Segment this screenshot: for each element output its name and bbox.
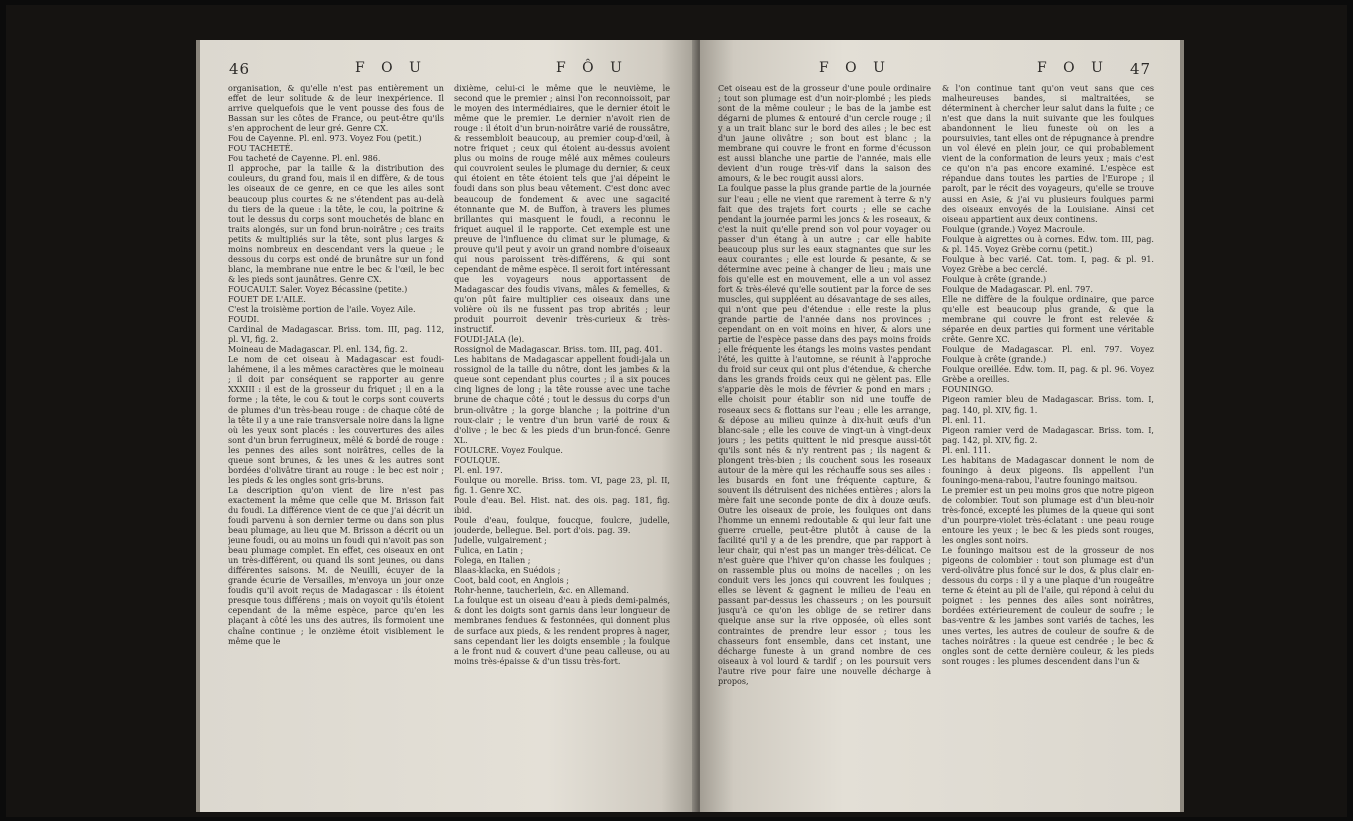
running-head: F Ô U xyxy=(556,60,628,76)
text-column: dixième, celui-ci le même que le neuvième, le second que le premier ; ainsi l'on reconnoissoit, par le moyen des intermédiaires, que le dernier étoit le même que le premier. Le dernier n'avoit rien de rouge : il étoit d'un brun-noirâtre varié de roussâtre, & ressembloit beaucoup, au premier coup-d'œil, à notre friquet ; ceux qui étoient au-dessus avoient plus ou moins de rouge mêlé aux mêmes couleurs qui couvroient seules le plumage du dernier, & ceux qui étoient en tête étoient tels que j'ai dépeint le foudi dans son plus beau vêtement. C'est donc avec beaucoup de fondement & avec une sagacité étonnante que M. de Buffon, à travers les plumes brillantes qui masquent le foudi, a reconnu le friquet auquel il le rapporte. Cet exemple est une preuve de l'influence du climat sur le plumage, & prouve qu'il peut y avoir un grand nombre d'oiseaux qui nous paroissent très-différens, & qui sont cependant de même espèce. Il seroit fort intéressant que les voyageurs nous apportassent de Madagascar des foudis vivans, mâles & femelles, & qu'on pût faire multiplier ces oiseaux dans une volière où ils ne fussent pas trop abrités ; leur produit pourroit devenir très-curieux & très-instructif. FOUDI-JALA (le). Rossignol de Madagascar. Briss. tom. III, pag. 401. Les habitans de Madagascar appellent foudi-jala un rossignol de la taille du nôtre, dont les jambes & la queue sont cependant plus courtes ; il a six pouces cinq lignes de long ; la tête rousse avec une tache brune de chaque côté ; tout le dessus du corps d'un brun-olivâtre ; la gorge blanche ; la poitrine d'un roux-clair ; le ventre d'un brun varié de roux & d'olive ; le bec & les pieds d'un brun-foncé. Genre XL. FOULCRE. Voyez Foulque. FOULQUE. Pl. enl. 197. Foulque ou morelle. Briss. tom. VI, page 23, pl. II, fig. 1. Genre XC. Poule d'eau. Bel. Hist. nat. des ois. pag. 181, fig. ibid. Poule d'eau, foulque, foucque, foulcre, judelle, jouderde, bellegue. Bel. port d'ois. pag. 39. Judelle, vulgairement ; Fulica, en Latin ; Folega, en Italien ; Blaas-klacka, en Suédois ; Coot, bald coot, en Anglois ; Rohr-henne, taucherlein, &c. en Allemand. La foulque est un oiseau d'eau à pieds demi-palmés, & dont les doigts sont garnis dans leur longueur de membranes fendues & festonnées, qui donnent plus de surface aux pieds, & les rendent propres à nager, sans cependant lier les doigts ensemble ; la foulque a le front nud & couvert d'une peau calleuse, ou au moins très-épaisse & d'un tissu très-fort. xyxy=(454,84,670,666)
right-page xyxy=(700,40,1180,812)
running-head: F O U xyxy=(819,60,891,76)
right-page-edge xyxy=(1180,40,1184,812)
page-number: 46 xyxy=(229,60,251,78)
text-column: organisation, & qu'elle n'est pas entièrement un effet de leur solitude & de leur inexpérience. Il arrive quelquefois que le vent pousse des fous de Bassan sur les côtes de France, ou peut-être qu'ils s'en approchent de leur gré. Genre CX. Fou de Cayenne. Pl. enl. 973. Voyez Fou (petit.) FOU TACHETÉ. Fou tacheté de Cayenne. Pl. enl. 986. Il approche, par la taille & la distribution des couleurs, du grand fou, mais il en diffère, & de tous les oiseaux de ce genre, en ce que les ailes sont beaucoup plus courtes & ne s'étendent pas au-delà du tiers de la queue : la tête, le cou, la poitrine & tout le dessus du corps sont mouchetés de blanc en traits alongés, sur un fond brun-noirâtre ; ces traits petits & multipliés sur la tête, sont plus larges & moins nombreux en descendant vers la queue ; le dessous du corps est ondé de brunâtre sur un fond blanc, la membrane nue entre le bec & l'œil, le bec & les pieds sont jaunâtres. Genre CX. FOUCAULT. Saler. Voyez Bécassine (petite.) FOUET DE L'AILE. C'est la troisième portion de l'aile. Voyez Aile. FOUDI. Cardinal de Madagascar. Briss. tom. III, pag. 112, pl. VI, fig. 2. Moineau de Madagascar. Pl. enl. 134, fig. 2. Le nom de cet oiseau à Madagascar est foudi-lahémene, il a les mêmes caractères que le moineau ; il doit par conséquent se rapporter au genre XXXIII : il est de la grosseur du friquet ; il en a la forme ; la tête, le cou & tout le corps sont couverts de plumes d'un très-beau rouge : de chaque côté de la tête il y a une raie transversale noire dans la ligne où les yeux sont placés : les couvertures des ailes sont d'un brun ferrugineux, mêlé & bordé de rouge : les pennes des ailes sont noirâtres, celles de la queue sont brunes, & les unes & les autres sont bordées d'olivâtre tirant au rouge : le bec est noir ; les pieds & les ongles sont gris-bruns. La description qu'on vient de lire n'est pas exactement la même que celle que M. Brisson fait du foudi. La différence vient de ce que j'ai décrit un foudi parvenu à son dernier terme ou dans son plus beau plumage, au lieu que M. Brisson a décrit ou un jeune foudi, ou au moins un foudi qui n'avoit pas son beau plumage complet. En effet, ces oiseaux en ont un très-différent, ou quand ils sont jeunes, ou dans différentes saisons. M. de Neuilli, écuyer de la grande écurie de Versailles, m'envoya un jour onze foudis qu'il avoit reçus de Madagascar : ils étoient presque tous différens ; mais on voyoit qu'ils étoient cependant de la même espèce, parce qu'en les plaçant à côté les uns des autres, ils formoient une chaîne continue ; le onzième étoit visiblement le même que le xyxy=(228,84,444,646)
text-column: & l'on continue tant qu'on veut sans que ces malheureuses bandes, si maltraitées, se déterminent à chercher leur salut dans la fuite ; ce n'est que dans la nuit suivante que les foulques abandonnent le lieu funeste où on les a poursuivies, tant elles ont de répugnance à prendre un vol élevé en plein jour, ce qui probablement vient de la conformation de leurs yeux ; mais c'est ce qu'on n'a pas encore examiné. L'espèce est répandue dans toutes les parties de l'Europe ; il paroît, par le récit des voyageurs, qu'elle se trouve aussi en Asie, & j'ai vu plusieurs foulques parmi des oiseaux envoyés de la Louisiane. Ainsi cet oiseau appartient aux deux continens. Foulque (grande.) Voyez Macroule. Foulque à aigrettes ou à cornes. Edw. tom. III, pag. & pl. 145. Voyez Grèbe cornu (petit.) Foulque à bec varié. Cat. tom. I, pag. & pl. 91. Voyez Grèbe a bec cerclé. Foulque à crête (grande.) Foulque de Madagascar. Pl. enl. 797. Elle ne diffère de la foulque ordinaire, que parce qu'elle est beaucoup plus grande, & que la membrane qui couvre le front est relevée & séparée en deux parties qui forment une véritable crête. Genre XC. Foulque de Madagascar. Pl. enl. 797. Voyez Foulque à crête (grande.) Foulque oreillée. Edw. tom. II, pag. & pl. 96. Voyez Grèbe a oreilles. FOUNINGO. Pigeon ramier bleu de Madagascar. Briss. tom. I, pag. 140, pl. XIV, fig. 1. Pl. enl. 11. Pigeon ramier verd de Madagascar. Briss. tom. I, pag. 142, pl. XIV, fig. 2. Pl. enl. 111. Les habitans de Madagascar donnent le nom de founingo à deux pigeons. Ils appellent l'un founingo-mena-rabou, l'autre founingo maitsou. Le premier est un peu moins gros que notre pigeon de colombier. Tout son plumage est d'un bleu-noir très-foncé, excepté les plumes de la queue qui sont d'un pourpre-violet très-éclatant : une peau rouge entoure les yeux ; le bec & les pieds sont rouges, les ongles sont noirs. Le founingo maitsou est de la grosseur de nos pigeons de colombier : tout son plumage est d'un verd-olivâtre plus foncé sur le dos, & plus clair en-dessous du corps : il y a une plaque d'un rougeâtre terne & éteint au pli de l'aile, qui répond à celui du poignet : les pennes des ailes sont noirâtres, bordées extérieurement de couleur de soufre ; le bas-ventre & les jambes sont variés de taches, les unes vertes, les autres de couleur de soufre & de taches noirâtres : la queue est cendrée ; le bec & ongles sont de cette dernière couleur, & les pieds sont rouges : les plumes descendent dans l'un & xyxy=(942,84,1154,666)
text-column: Cet oiseau est de la grosseur d'une poule ordinaire ; tout son plumage est d'un noir-plombé ; les pieds sont de la même couleur ; le bas de la jambe est dégarni de plumes & entouré d'un cercle rouge ; il y a un trait blanc sur le bord des ailes ; le bec est d'un jaune olivâtre ; son bout est blanc ; la membrane qui couvre le front en forme d'écusson est aussi blanche une partie de l'année, mais elle devient d'un rouge très-vif dans la saison des amours, & le bec rougit aussi alors. La foulque passe la plus grande partie de la journée sur l'eau ; elle ne vient que rarement à terre & n'y fait que des trajets fort courts ; elle se cache pendant la journée parmi les joncs & les roseaux, & c'est la nuit qu'elle prend son vol pour voyager ou passer d'un étang à un autre ; car elle habite beaucoup plus sur les eaux stagnantes que sur les eaux courantes ; elle est lourde & pesante, & se détermine avec peine à changer de lieu ; mais une fois qu'elle est en mouvement, elle a un vol assez fort & très-élevé qu'elle soutient par la force de ses muscles, qui suppléent au désavantage de ses ailes, qui n'ont que peu d'étendue : elle reste la plus grande partie de l'année dans nos provinces ; cependant on en voit moins en hiver, & alors une partie de l'espèce passe dans des pays moins froids ; elle fréquente les étangs les moins vastes pendant l'été, les quitte à l'automne, se réunit à l'approche du froid sur ceux qui ont plus d'étendue, & cherche dans les grands froids ceux qui ne gèlent pas. Elle s'apparie dès le mois de février & pond en mars ; elle choisit pour établir son nid une touffe de roseaux secs & flottans sur l'eau ; elle les arrange, & dépose au milieu quinze à dix-huit œufs d'un blanc-sale ; elle les couve de vingt-un à vingt-deux jours ; les petits quittent le nid presque aussi-tôt qu'ils sont nés & n'y rentrent pas ; ils nagent & plongent très-bien ; ils couchent sous les roseaux autour de la mère qui les réchauffe sous ses ailes : les busards en font une fréquente capture, & souvent ils détruisent des nichées entières ; alors la mère fait une seconde ponte de dix à douze œufs. Outre les oiseaux de proie, les foulques ont dans l'homme un ennemi redoutable & qui leur fait une guerre cruelle, peut-être plutôt à cause de la facilité qu'il y a de les prendre, que par rapport à leur chair, qui n'est pas un manger très-délicat. Ce n'est guère que l'hiver qu'on chasse les foulques ; on rassemble plus ou moins de nacelles ; on les conduit vers les joncs qui couvrent les foulques ; elles se lèvent & gagnent le milieu de l'eau en passant par-dessus les chasseurs ; on les poursuit jusqu'à ce qu'on les oblige de se retirer dans quelque anse sur la rive opposée, où elles sont contraintes de prendre leur essor ; tous les chasseurs font ensemble, dans cet instant, une décharge funeste à un grand nombre de ces oiseaux à vol lourd & tardif ; on les poursuit vers l'autre rive pour faire une nouvelle décharge à propos, xyxy=(718,84,931,686)
left-page xyxy=(200,40,696,812)
running-head: F O U xyxy=(355,60,427,76)
page-number: 47 xyxy=(1130,60,1152,78)
running-head: F O U xyxy=(1037,60,1109,76)
